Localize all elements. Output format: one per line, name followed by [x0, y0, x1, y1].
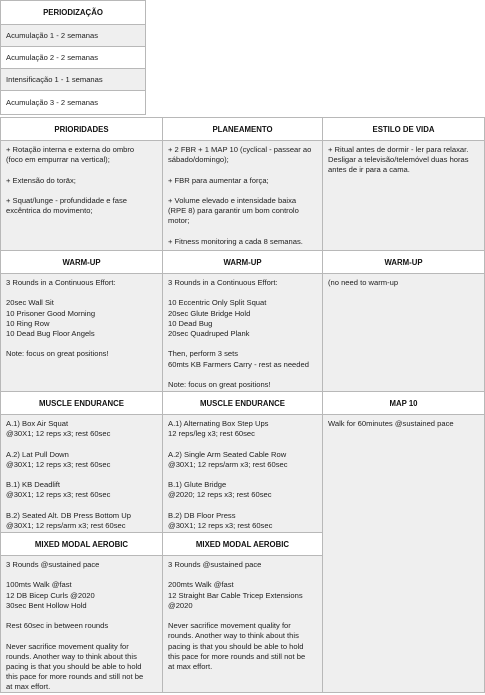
- aerobic-title: MIXED MODAL AEROBIC: [195, 539, 290, 549]
- map10-content: Walk for 60minutes @sustained pace: [322, 414, 485, 693]
- phase-row: [0, 24, 146, 47]
- aerobic-title: MIXED MODAL AEROBIC: [34, 539, 129, 549]
- periodizacao-title: PERIODIZAÇÃO: [43, 8, 103, 17]
- aerobic-header: [0, 532, 163, 556]
- warmup-content-2: 3 Rounds in a Continuous Effort: 10 Eccentric Only Split Squat 20sec Glute Bridge Hold 10 Dead Bug 20sec Quadruped Plank Then, perform 3 sets 60mts KB Farmers Carry - rest as needed Note: focus on great positions!: [162, 273, 323, 392]
- phase-row: [0, 68, 146, 91]
- warmup-header: [322, 250, 485, 274]
- map10-header: [322, 391, 485, 415]
- aerobic-content-1: 3 Rounds @sustained pace 100mts Walk @fast 12 DB Bicep Curls @2020 30sec Bent Hollow Hold Rest 60sec in between rounds Never sacrifice movement quality for rounds. Another way to think about this pacing is that you should be able to hold this pace for more rounds and still not be at max effort.: [0, 555, 163, 693]
- phase-label: Acumulação 2 - 2 semanas: [6, 53, 99, 62]
- estilo-title: ESTILO DE VIDA: [372, 124, 435, 134]
- warmup-title: WARM-UP: [384, 257, 423, 267]
- endurance-title: MUSCLE ENDURANCE: [39, 398, 124, 408]
- phase-label: Acumulação 1 - 2 semanas: [6, 31, 99, 40]
- warmup-content-3: (no need to warm-up: [322, 273, 485, 392]
- estilo-content: + Ritual antes de dormir - ler para relaxar. Desligar a televisão/telemóvel duas horas antes de ir para a cama.: [322, 140, 485, 251]
- prioridades-title: PRIORIDADES: [54, 124, 109, 134]
- periodizacao-header: [0, 0, 146, 25]
- aerobic-content-2: 3 Rounds @sustained pace 200mts Walk @fast 12 Straight Bar Cable Tricep Extensions @2020 Never sacrifice movement quality for rounds. Another way to think about this pacing is that you should be able to hold this pace for more rounds and still not be at max effort.: [162, 555, 323, 693]
- endurance-title: MUSCLE ENDURANCE: [200, 398, 285, 408]
- planeamento-title: PLANEAMENTO: [212, 124, 273, 134]
- phase-label: Acumulação 3 - 2 semanas: [6, 98, 99, 107]
- endurance-header: [0, 391, 163, 415]
- prioridades-header: [0, 117, 163, 141]
- phase-label: Intensificação 1 - 1 semanas: [6, 75, 103, 84]
- endurance-content-1: A.1) Box Air Squat @30X1; 12 reps x3; rest 60sec A.2) Lat Pull Down @30X1; 12 reps x3; rest 60sec B.1) KB Deadlift @30X1; 12 reps x3; rest 60sec B.2) Seated Alt. DB Press Bottom Up @30X1; 12 reps/arm x3; rest 60sec: [0, 414, 163, 533]
- prioridades-content: + Rotação interna e externa do ombro (foco em empurrar na vertical); + Extensão do torāx; + Squat/lunge - profundidade e fase excêntrica do movimento;: [0, 140, 163, 251]
- warmup-header: [0, 250, 163, 274]
- warmup-content-1: 3 Rounds in a Continuous Effort: 20sec Wall Sit 10 Prisoner Good Morning 10 Ring Row 10 Dead Bug Floor Angels Note: focus on great positions!: [0, 273, 163, 392]
- planeamento-content: + 2 FBR + 1 MAP 10 (cyclical - passear ao sábado/domingo); + FBR para aumentar a força; + Volume elevado e intensidade baixa (RPE 8) para garantir um bom controlo motor; + Fitness monitoring a cada 8 semanas.: [162, 140, 323, 251]
- map10-title: MAP 10: [389, 398, 418, 408]
- warmup-header: [162, 250, 323, 274]
- endurance-header: [162, 391, 323, 415]
- phase-row: [0, 90, 146, 115]
- warmup-title: WARM-UP: [62, 257, 101, 267]
- warmup-title: WARM-UP: [223, 257, 262, 267]
- aerobic-header: [162, 532, 323, 556]
- phase-row: [0, 46, 146, 69]
- estilo-header: [322, 117, 485, 141]
- planeamento-header: [162, 117, 323, 141]
- endurance-content-2: A.1) Alternating Box Step Ups 12 reps/leg x3; rest 60sec A.2) Single Arm Seated Cable Row @30X1; 12 reps/arm x3; rest 60sec B.1) Glute Bridge @2020; 12 reps x3; rest 60sec B.2) DB Floor Press @30X1; 12 reps x3; rest 60sec: [162, 414, 323, 533]
